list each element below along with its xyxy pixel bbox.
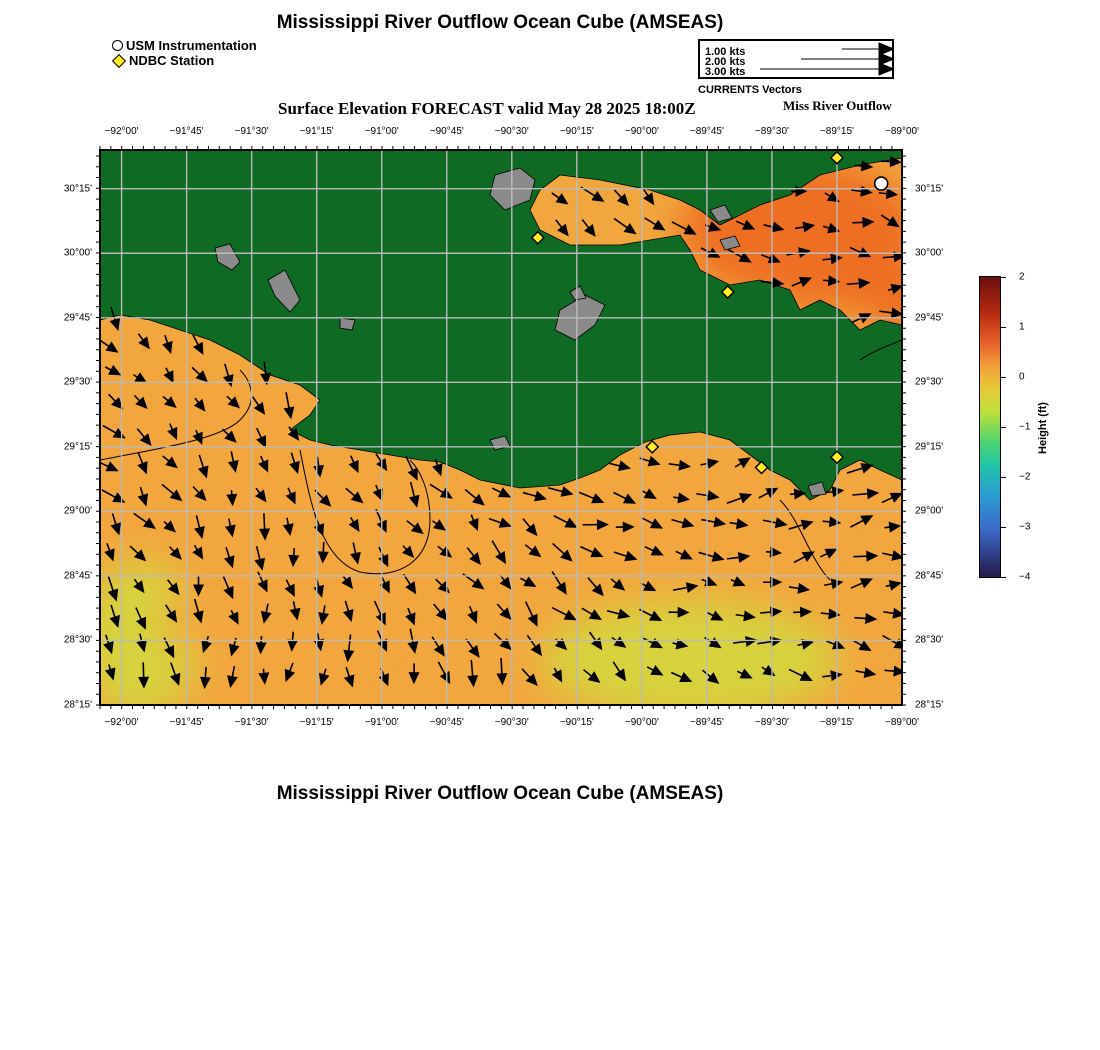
lon-tick-label: −91°00' [364,126,399,137]
lat-tick-label: 29°30' [63,376,92,388]
legend-usm-label: USM Instrumentation [126,38,257,53]
lon-tick-label: −89°00' [885,126,919,137]
lat-tick-label: 28°30' [915,634,944,646]
lon-tick-label: −91°45' [169,717,204,728]
colorbar-tick-label: −3 [1019,521,1031,533]
lat-tick-label: 30°00' [63,247,92,259]
lat-tick-label: 28°15' [915,699,944,711]
colorbar-tick-label: 2 [1019,271,1025,283]
colorbar-tick [1000,377,1006,378]
lat-tick-label: 29°45' [915,312,944,324]
lat-tick-label: 29°15' [915,441,944,453]
vector-scale-label: 3.00 kts [705,66,746,78]
usm-station-marker [875,177,888,190]
lon-tick-label: −91°00' [364,717,399,728]
lat-tick-label: 29°15' [63,441,92,453]
vector-scale-label: 2.00 kts [705,56,746,68]
lat-tick-label: 30°00' [915,247,944,259]
colorbar-tick-label: 0 [1019,371,1025,383]
lat-tick-label: 28°45' [915,570,944,582]
lon-tick-label: −91°30' [234,717,269,728]
lon-tick-label: −91°45' [169,126,204,137]
lon-tick-label: −91°30' [234,126,269,137]
lat-tick-label: 30°15' [915,183,944,195]
colorbar-title: Height (ft) [1037,402,1049,454]
lon-tick-label: −89°30' [754,126,789,137]
colorbar-tick-label: −4 [1019,571,1031,583]
colorbar [979,276,1001,578]
lon-tick-label: −89°45' [689,126,724,137]
lon-tick-label: −90°45' [429,126,464,137]
lon-tick-label: −90°00' [624,126,659,137]
legend-ndbc-label: NDBC Station [129,53,215,68]
lon-tick-label: −89°15' [819,717,854,728]
colorbar-tick [1000,327,1006,328]
lat-tick-label: 29°00' [63,505,92,517]
colorbar-tick [1000,577,1006,578]
colorbar-tick [1000,427,1006,428]
lat-tick-label: 28°30' [63,634,92,646]
lon-tick-label: −89°30' [754,717,789,728]
lon-tick-label: −92°00' [104,126,139,137]
lat-tick-label: 28°15' [63,699,92,711]
lat-tick-label: 30°15' [63,183,92,195]
colorbar-tick [1000,277,1006,278]
lake [340,318,355,330]
lon-tick-label: −89°15' [819,126,854,137]
vector-legend-caption: CURRENTS Vectors [698,84,802,96]
lon-tick-label: −90°00' [624,717,659,728]
lon-tick-label: −92°00' [104,717,139,728]
lon-tick-label: −90°30' [494,717,529,728]
lon-tick-label: −90°30' [494,126,529,137]
lon-tick-label: −91°15' [299,717,334,728]
lat-tick-label: 29°30' [915,376,944,388]
lon-tick-label: −90°15' [559,717,594,728]
lat-tick-label: 28°45' [63,570,92,582]
colorbar-tick-label: −2 [1019,471,1031,483]
lat-tick-label: 29°45' [63,312,92,324]
colorbar-tick-label: −1 [1019,421,1031,433]
colorbar-tick-label: 1 [1019,321,1025,333]
region-label: Miss River Outflow [783,98,892,113]
vector-scale-label: 1.00 kts [705,46,746,58]
chart-title: Mississippi River Outflow Ocean Cube (AMSEAS) [276,12,724,33]
lon-tick-label: −91°15' [299,126,334,137]
lat-tick-label: 29°00' [915,505,944,517]
lon-tick-label: −89°00' [885,717,919,728]
colorbar-tick [1000,477,1006,478]
lon-tick-label: −89°45' [689,717,724,728]
lon-tick-label: −90°15' [559,126,594,137]
lon-tick-label: −90°45' [429,717,464,728]
colorbar-tick [1000,527,1006,528]
map-subtitle: Surface Elevation FORECAST valid May 28 2025 18:00Z [278,99,696,118]
chart-title-bottom: Mississippi River Outflow Ocean Cube (AMSEAS) [276,783,724,804]
